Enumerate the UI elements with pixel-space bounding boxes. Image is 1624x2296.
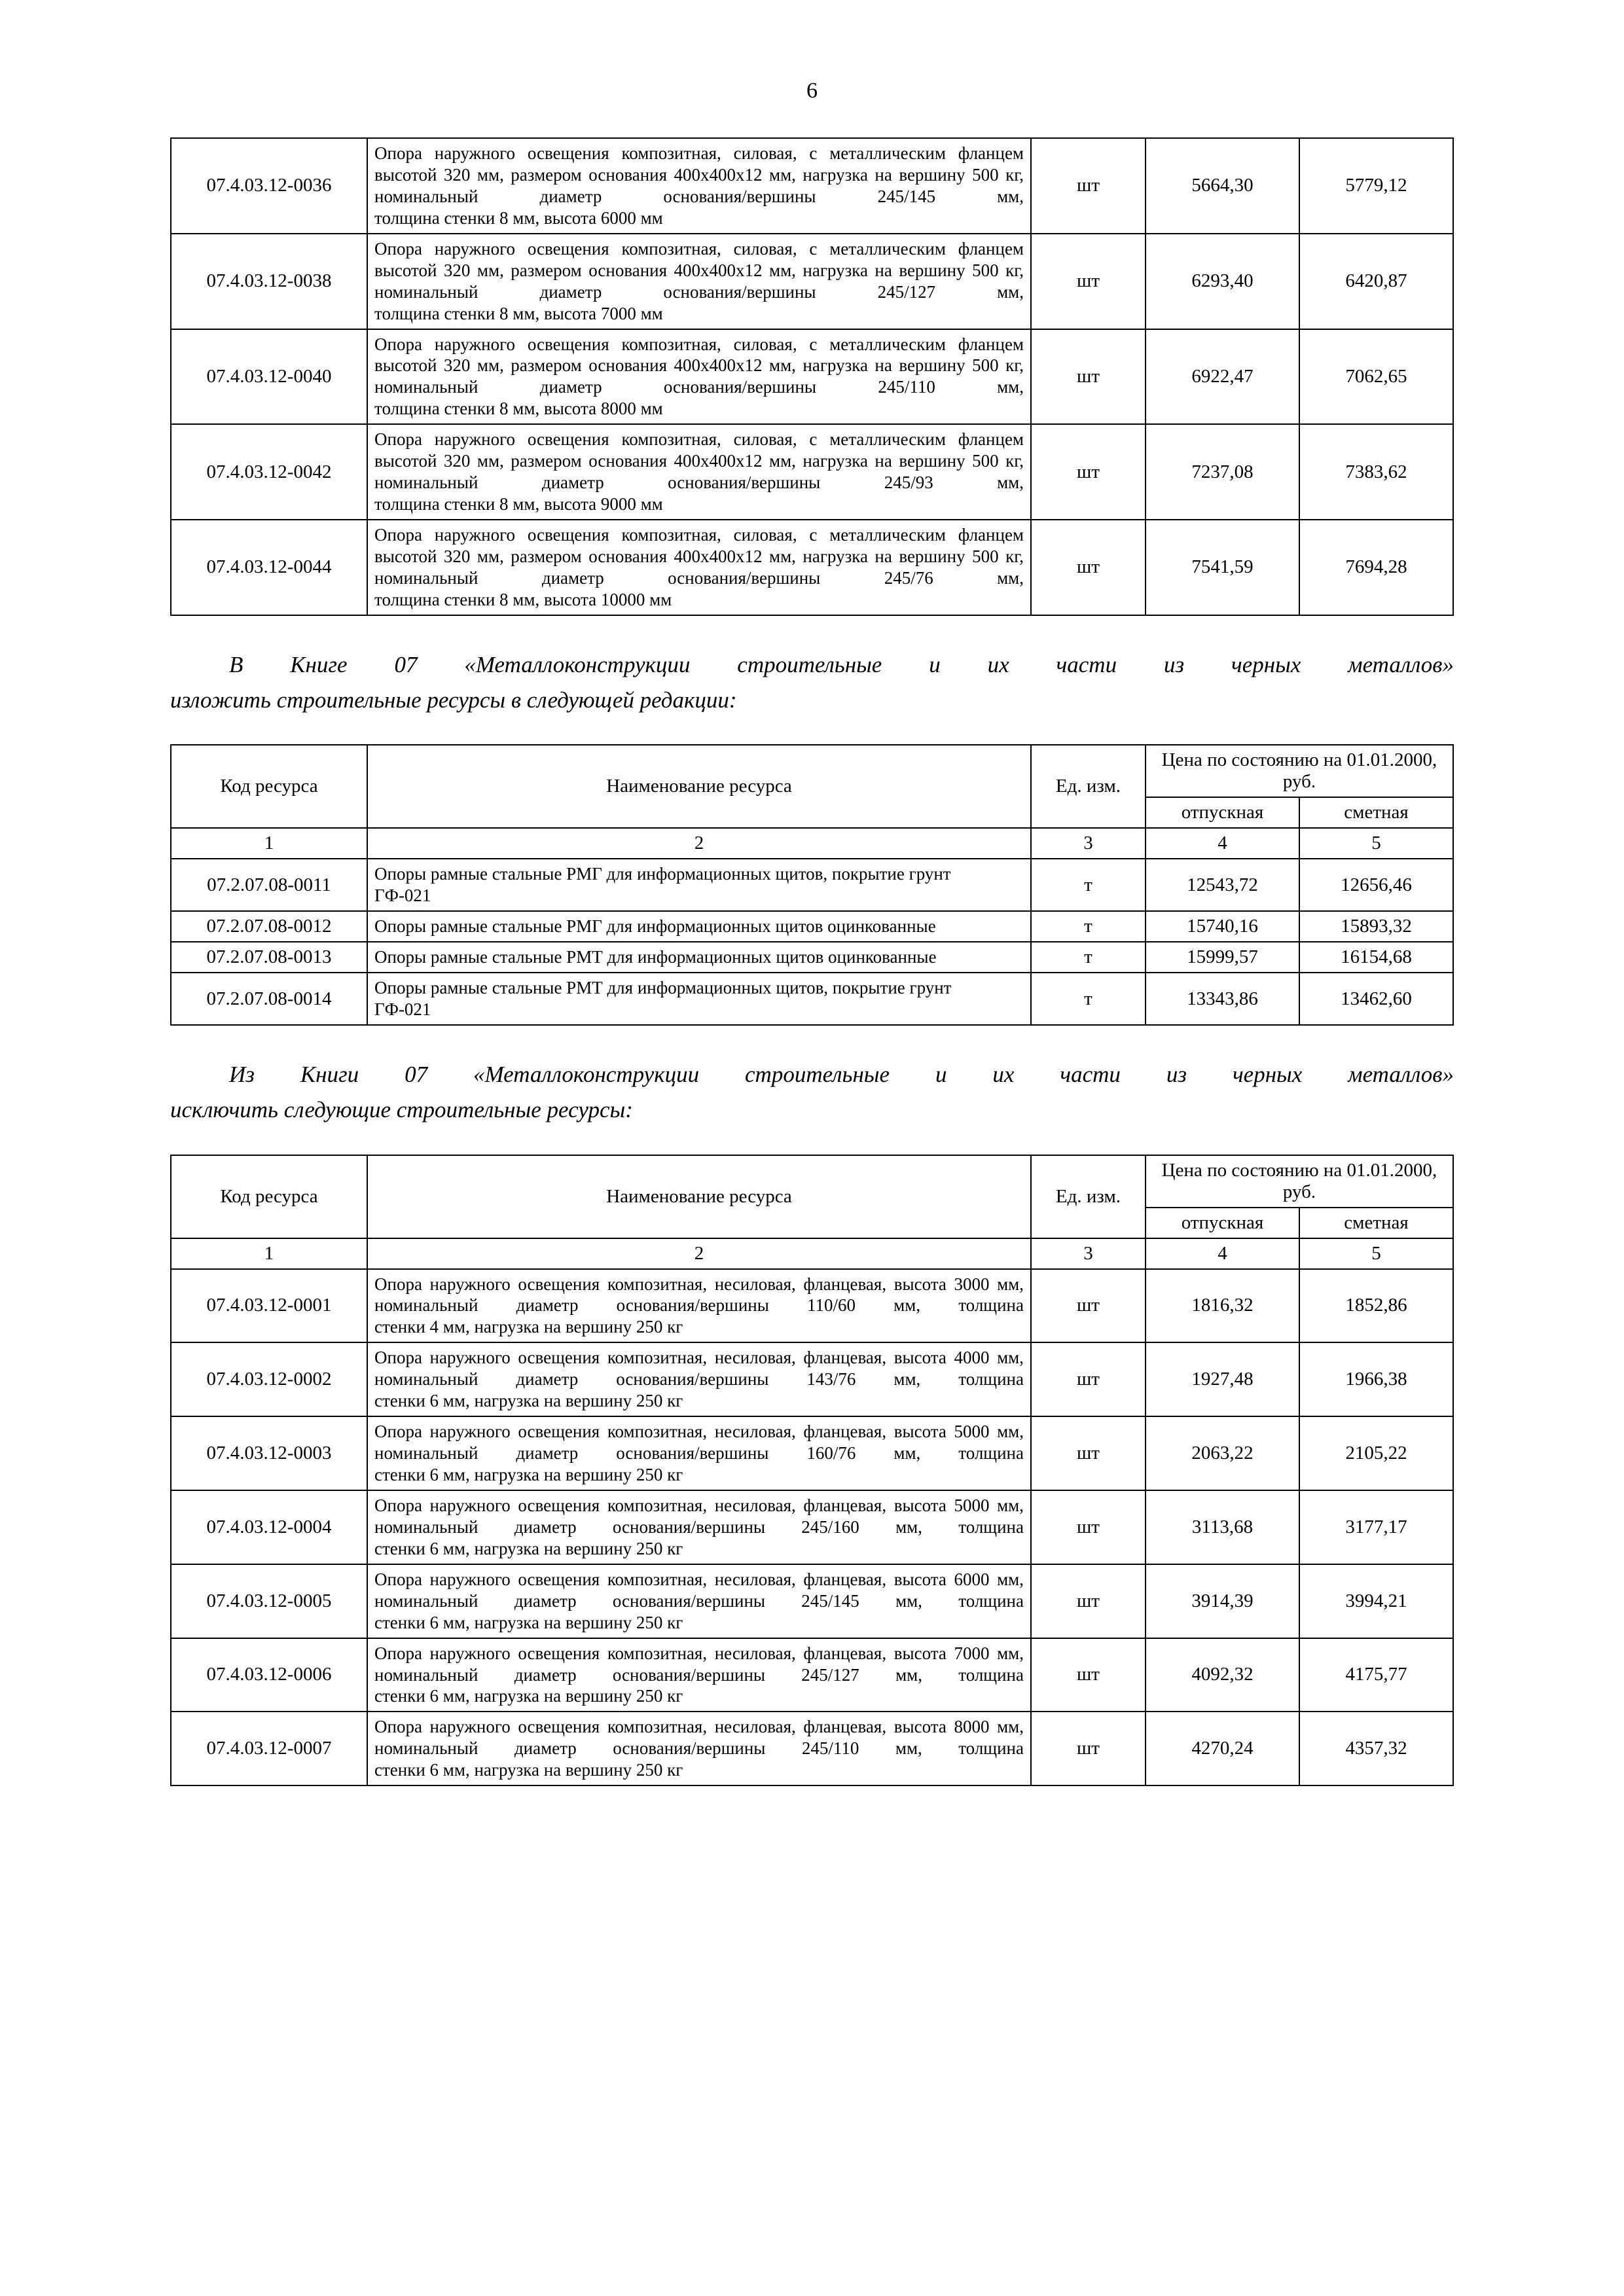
header-price-release: отпускная: [1146, 1208, 1299, 1238]
table-row: [171, 520, 1453, 615]
resource-price-estimate: 7062,65: [1299, 329, 1453, 425]
resource-price-estimate: 13462,60: [1299, 973, 1453, 1025]
resource-table-3: [170, 1155, 1454, 1787]
table-header-row: [171, 1155, 1453, 1208]
resource-price-release: 3914,39: [1146, 1564, 1299, 1638]
column-number: 5: [1299, 828, 1453, 859]
resource-price-estimate: 16154,68: [1299, 942, 1453, 973]
resource-name-line: Опора наружного освещения композитная, несиловая, фланцевая, высота: [374, 1274, 947, 1294]
resource-name-line: вершину 500 кг, номинальный диаметр основания/вершины 245/93 мм,: [374, 451, 1024, 493]
resource-unit: т: [1031, 859, 1146, 911]
resource-price-estimate: 6420,87: [1299, 234, 1453, 329]
resource-code: 07.2.07.08-0012: [171, 911, 367, 942]
resource-unit: шт: [1031, 1638, 1146, 1712]
table-row: [171, 1638, 1453, 1712]
header-unit: Ед. изм.: [1031, 1155, 1146, 1238]
resource-name: [367, 138, 1031, 234]
resource-unit: шт: [1031, 520, 1146, 615]
table-row: [171, 424, 1453, 520]
resource-unit: шт: [1031, 1416, 1146, 1490]
resource-name-line: толщина стенки 8 мм, высота 8000 мм: [374, 399, 663, 419]
resource-name-line: ГФ-021: [374, 999, 431, 1020]
resource-price-release: 7541,59: [1146, 520, 1299, 615]
page-number: 6: [806, 79, 818, 103]
resource-code: 07.2.07.08-0011: [171, 859, 367, 911]
table-row: [171, 1564, 1453, 1638]
resource-name: [367, 973, 1031, 1025]
resource-price-release: 3113,68: [1146, 1490, 1299, 1564]
resource-code: 07.4.03.12-0036: [171, 138, 367, 234]
table-row: [171, 1712, 1453, 1785]
table-row: [171, 329, 1453, 425]
resource-name-line: Опора наружного освещения композитная, несиловая, фланцевая, высота: [374, 1348, 947, 1368]
resource-name-line: толщина стенки 8 мм, высота 6000 мм: [374, 207, 663, 228]
resource-name-line: Опора наружного освещения композитная, силовая, с металлическим: [374, 429, 946, 450]
resource-name-line: вершину 500 кг, номинальный диаметр основания/вершины 245/127 мм,: [374, 260, 1024, 302]
resource-code: 07.2.07.08-0014: [171, 973, 367, 1025]
resource-name-line: стенки 6 мм, нагрузка на вершину 250 кг: [374, 1760, 683, 1780]
resource-unit: т: [1031, 942, 1146, 973]
resource-name-line: Опора наружного освещения композитная, несиловая, фланцевая, высота: [374, 1569, 947, 1589]
resource-name-line: Опоры рамные стальные РМГ для информационных щитов, покрытие грунт: [374, 864, 951, 884]
resource-name: [367, 1416, 1031, 1490]
resource-name: [367, 520, 1031, 615]
header-code: Код ресурса: [171, 745, 367, 828]
resource-name-line: 6000 мм, номинальный диаметр основания/вершины 245/145 мм, толщина: [374, 1569, 1024, 1611]
column-number: 3: [1031, 828, 1146, 859]
resource-name-line: Опора наружного освещения композитная, силовая, с металлическим: [374, 334, 946, 354]
resource-name-line: фланцем высотой 320 мм, размером основания 400х400х12 мм, нагрузка на: [374, 238, 1024, 280]
resource-code: 07.2.07.08-0013: [171, 942, 367, 973]
resource-price-estimate: 4175,77: [1299, 1638, 1453, 1712]
header-price-group: Цена по состоянию на 01.01.2000, руб.: [1146, 745, 1453, 797]
table-2-head: [171, 745, 1453, 859]
resource-price-release: 1927,48: [1146, 1342, 1299, 1416]
resource-name-line: 3000 мм, номинальный диаметр основания/вершины 110/60 мм, толщина: [374, 1274, 1024, 1316]
table-row: [171, 911, 1453, 942]
resource-price-estimate: 3177,17: [1299, 1490, 1453, 1564]
resource-unit: шт: [1031, 1269, 1146, 1343]
resource-price-release: 7237,08: [1146, 424, 1299, 520]
resource-price-release: 5664,30: [1146, 138, 1299, 234]
resource-code: 07.4.03.12-0044: [171, 520, 367, 615]
table-row: [171, 234, 1453, 329]
resource-name-line: фланцем высотой 320 мм, размером основания 400х400х12 мм, нагрузка на: [374, 334, 1024, 376]
table-1-body: [171, 138, 1453, 615]
resource-price-estimate: 3994,21: [1299, 1564, 1453, 1638]
resource-code: 07.4.03.12-0002: [171, 1342, 367, 1416]
resource-name: [367, 942, 1031, 973]
resource-code: 07.4.03.12-0001: [171, 1269, 367, 1343]
resource-name-line: стенки 6 мм, нагрузка на вершину 250 кг: [374, 1391, 683, 1411]
header-price-estimate: сметная: [1299, 797, 1453, 828]
resource-name-line: толщина стенки 8 мм, высота 7000 мм: [374, 303, 663, 323]
resource-name-line: стенки 6 мм, нагрузка на вершину 250 кг: [374, 1612, 683, 1632]
table-row: [171, 859, 1453, 911]
column-number: 3: [1031, 1238, 1146, 1269]
resource-name-line: Опоры рамные стальные РМТ для информационных щитов оцинкованные: [374, 947, 937, 967]
resource-price-estimate: 7694,28: [1299, 520, 1453, 615]
resource-name-line: 4000 мм, номинальный диаметр основания/вершины 143/76 мм, толщина: [374, 1348, 1024, 1390]
resource-name-line: Опора наружного освещения композитная, несиловая, фланцевая, высота: [374, 1495, 947, 1515]
column-number: 4: [1146, 828, 1299, 859]
column-number: 1: [171, 1238, 367, 1269]
resource-name-line: вершину 500 кг, номинальный диаметр основания/вершины 245/76 мм,: [374, 546, 1024, 588]
paragraph-line: изложить строительные ресурсы в следующей редакции:: [170, 687, 737, 713]
resource-table-1: [170, 137, 1454, 616]
resource-price-release: 4092,32: [1146, 1638, 1299, 1712]
resource-name: [367, 424, 1031, 520]
table-row: [171, 1269, 1453, 1343]
resource-name-line: толщина стенки 8 мм, высота 9000 мм: [374, 494, 663, 514]
header-price-release: отпускная: [1146, 797, 1299, 828]
resource-unit: шт: [1031, 329, 1146, 425]
resource-name-line: Опора наружного освещения композитная, силовая, с металлическим: [374, 525, 946, 545]
resource-name-line: вершину 500 кг, номинальный диаметр основания/вершины 245/110 мм,: [374, 355, 1024, 397]
table-row: [171, 1342, 1453, 1416]
table-3-head: [171, 1155, 1453, 1269]
paragraph-line: Из Книги 07 «Металлоконструкции строительные и их части из черных металлов»: [229, 1062, 1454, 1087]
header-price-estimate: сметная: [1299, 1208, 1453, 1238]
resource-price-estimate: 15893,32: [1299, 911, 1453, 942]
resource-name-line: Опора наружного освещения композитная, несиловая, фланцевая, высота: [374, 1422, 947, 1442]
header-name: Наименование ресурса: [367, 745, 1031, 828]
paragraph-line: В Книге 07 «Металлоконструкции строительные и их части из черных металлов»: [229, 651, 1454, 677]
resource-unit: шт: [1031, 1712, 1146, 1785]
resource-name-line: стенки 6 мм, нагрузка на вершину 250 кг: [374, 1465, 683, 1484]
resource-code: 07.4.03.12-0006: [171, 1638, 367, 1712]
header-code: Код ресурса: [171, 1155, 367, 1238]
resource-name-line: стенки 4 мм, нагрузка на вершину 250 кг: [374, 1317, 683, 1337]
resource-unit: шт: [1031, 234, 1146, 329]
resource-name: [367, 1490, 1031, 1564]
table-2-body: [171, 859, 1453, 1025]
resource-price-estimate: 2105,22: [1299, 1416, 1453, 1490]
column-number: 4: [1146, 1238, 1299, 1269]
table-row: [171, 138, 1453, 234]
resource-name-line: вершину 500 кг, номинальный диаметр основания/вершины 245/145 мм,: [374, 164, 1024, 206]
resource-name-line: толщина стенки 8 мм, высота 10000 мм: [374, 589, 672, 609]
resource-name-line: 5000 мм, номинальный диаметр основания/вершины 245/160 мм, толщина: [374, 1495, 1024, 1537]
resource-name: [367, 1564, 1031, 1638]
resource-name: [367, 1342, 1031, 1416]
resource-name-line: фланцем высотой 320 мм, размером основания 400х400х12 мм, нагрузка на: [374, 143, 1024, 185]
resource-unit: т: [1031, 973, 1146, 1025]
table-header-row: [171, 745, 1453, 797]
resource-name: [367, 234, 1031, 329]
table-row: [171, 1490, 1453, 1564]
paragraph-edit-book-07: [170, 647, 1454, 719]
resource-price-release: 6293,40: [1146, 234, 1299, 329]
resource-price-estimate: 12656,46: [1299, 859, 1453, 911]
resource-name: [367, 1269, 1031, 1343]
header-name: Наименование ресурса: [367, 1155, 1031, 1238]
resource-name-line: ГФ-021: [374, 886, 431, 906]
table-row: [171, 942, 1453, 973]
resource-name-line: Опора наружного освещения композитная, силовая, с металлическим: [374, 238, 946, 259]
header-unit: Ед. изм.: [1031, 745, 1146, 828]
resource-price-estimate: 1966,38: [1299, 1342, 1453, 1416]
header-price-group: Цена по состоянию на 01.01.2000, руб.: [1146, 1155, 1453, 1208]
resource-name: [367, 1638, 1031, 1712]
resource-name-line: стенки 6 мм, нагрузка на вершину 250 кг: [374, 1686, 683, 1706]
column-number: 2: [367, 828, 1031, 859]
table-column-numbers-row: [171, 828, 1453, 859]
table-row: [171, 1416, 1453, 1490]
column-number: 5: [1299, 1238, 1453, 1269]
resource-price-estimate: 5779,12: [1299, 138, 1453, 234]
column-number: 1: [171, 828, 367, 859]
resource-price-release: 15740,16: [1146, 911, 1299, 942]
resource-code: 07.4.03.12-0040: [171, 329, 367, 425]
resource-unit: шт: [1031, 1342, 1146, 1416]
resource-name: [367, 911, 1031, 942]
resource-name-line: стенки 6 мм, нагрузка на вершину 250 кг: [374, 1538, 683, 1558]
resource-name-line: Опора наружного освещения композитная, несиловая, фланцевая, высота: [374, 1717, 947, 1737]
paragraph-line: исключить следующие строительные ресурсы:: [170, 1097, 633, 1123]
resource-unit: шт: [1031, 138, 1146, 234]
resource-name-line: фланцем высотой 320 мм, размером основания 400х400х12 мм, нагрузка на: [374, 429, 1024, 471]
resource-name-line: Опоры рамные стальные РМГ для информационных щитов оцинкованные: [374, 916, 936, 937]
column-number: 2: [367, 1238, 1031, 1269]
table-3-body: [171, 1269, 1453, 1786]
resource-name-line: 7000 мм, номинальный диаметр основания/вершины 245/127 мм, толщина: [374, 1643, 1024, 1685]
resource-code: 07.4.03.12-0003: [171, 1416, 367, 1490]
resource-unit: шт: [1031, 1564, 1146, 1638]
resource-unit: шт: [1031, 1490, 1146, 1564]
paragraph-exclude-book-07: [170, 1057, 1454, 1128]
resource-name: [367, 859, 1031, 911]
resource-price-estimate: 7383,62: [1299, 424, 1453, 520]
resource-name-line: 5000 мм, номинальный диаметр основания/вершины 160/76 мм, толщина: [374, 1422, 1024, 1463]
resource-price-release: 13343,86: [1146, 973, 1299, 1025]
resource-name-line: фланцем высотой 320 мм, размером основания 400х400х12 мм, нагрузка на: [374, 525, 1024, 566]
resource-price-release: 12543,72: [1146, 859, 1299, 911]
resource-code: 07.4.03.12-0007: [171, 1712, 367, 1785]
table-column-numbers-row: [171, 1238, 1453, 1269]
resource-price-release: 15999,57: [1146, 942, 1299, 973]
table-row: [171, 973, 1453, 1025]
resource-code: 07.4.03.12-0005: [171, 1564, 367, 1638]
resource-unit: шт: [1031, 424, 1146, 520]
resource-price-release: 4270,24: [1146, 1712, 1299, 1785]
resource-price-release: 1816,32: [1146, 1269, 1299, 1343]
resource-code: 07.4.03.12-0042: [171, 424, 367, 520]
resource-name-line: 8000 мм, номинальный диаметр основания/вершины 245/110 мм, толщина: [374, 1717, 1024, 1759]
resource-code: 07.4.03.12-0004: [171, 1490, 367, 1564]
resource-name-line: Опора наружного освещения композитная, несиловая, фланцевая, высота: [374, 1643, 947, 1663]
resource-price-estimate: 4357,32: [1299, 1712, 1453, 1785]
resource-table-2: [170, 744, 1454, 1026]
resource-price-estimate: 1852,86: [1299, 1269, 1453, 1343]
resource-name: [367, 329, 1031, 425]
resource-name-line: Опоры рамные стальные РМТ для информационных щитов, покрытие грунт: [374, 978, 952, 998]
resource-unit: т: [1031, 911, 1146, 942]
resource-code: 07.4.03.12-0038: [171, 234, 367, 329]
resource-name: [367, 1712, 1031, 1785]
resource-name-line: Опора наружного освещения композитная, силовая, с металлическим: [374, 143, 946, 163]
resource-price-release: 6922,47: [1146, 329, 1299, 425]
resource-price-release: 2063,22: [1146, 1416, 1299, 1490]
